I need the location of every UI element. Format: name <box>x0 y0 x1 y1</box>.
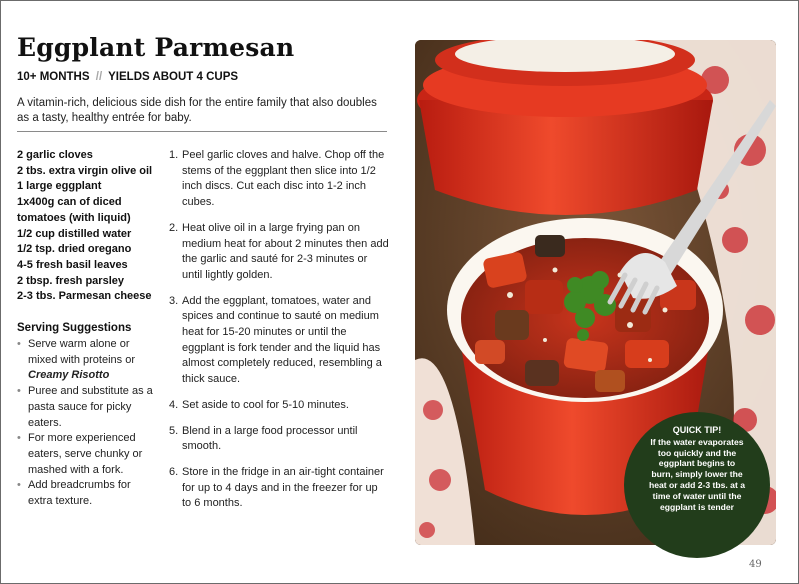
tip-line: burn, simply lower the <box>651 469 743 480</box>
step-line: Add the eggplant, tomatoes, water and <box>182 294 371 307</box>
step-line: Store in the fridge in an air-tight container <box>182 465 384 478</box>
instructions-list <box>169 148 389 512</box>
ingredient-item: 2 garlic cloves <box>17 149 93 161</box>
step-number: 3. <box>169 294 179 307</box>
ingredient-item: 1 large eggplant <box>17 180 102 193</box>
suggestion-line: Serve warm alone or <box>28 338 130 350</box>
step-number: 6. <box>169 465 179 478</box>
step-gap <box>169 455 389 465</box>
step-line: for up to 4 days and in the freezer for up <box>182 481 378 494</box>
serving-suggestions-heading: Serving Suggestions <box>17 322 132 334</box>
tip-line: too quickly and the <box>657 447 737 458</box>
recipe-title: Eggplant Parmesan <box>17 33 295 62</box>
suggestion-line: mixed with proteins or <box>28 353 135 366</box>
ingredient-item: 2-3 tbs. Parmesan cheese <box>17 290 152 303</box>
step-number: 4. <box>169 398 179 411</box>
step-line: to 6 months. <box>182 497 243 510</box>
suggestion-line: extra texture. <box>28 495 93 508</box>
step-line: heat for 15-20 minutes or until the <box>182 326 347 339</box>
step-number: 5. <box>169 424 179 437</box>
instruction-step <box>169 424 389 455</box>
step-line: Blend in a large food processor until <box>182 424 358 437</box>
serving-suggestions-list <box>17 337 162 510</box>
creamy-risotto-reference: Creamy Risotto <box>28 369 110 382</box>
step-number: 1. <box>169 149 179 161</box>
bullet-icon: • <box>17 479 21 492</box>
serving-suggestion-item <box>17 478 162 509</box>
bullet-icon: • <box>17 385 21 398</box>
step-line: eggplant is fork tender and the liquid has <box>182 341 381 354</box>
ingredient-item: 1/2 tsp. dried oregano <box>17 243 132 256</box>
step-line: thick sauce. <box>182 373 241 386</box>
step-line: cubes. <box>182 196 215 209</box>
tip-line: eggplant begins to <box>658 458 736 469</box>
recipe-subtitle <box>17 71 238 83</box>
instruction-step <box>169 221 389 284</box>
suggestion-line: eaters, serve chunky or <box>28 447 143 460</box>
suggestion-line: For more experienced <box>28 432 136 445</box>
step-line: smooth. <box>182 440 222 453</box>
bullet-icon: • <box>17 432 21 445</box>
page-number: 49 <box>749 559 762 570</box>
step-line: medium heat for about 2 minutes then add <box>182 237 389 250</box>
step-line: almost completely reduced, resembling a <box>182 357 382 370</box>
ingredient-item: 1/2 cup distilled water <box>17 227 132 240</box>
step-gap <box>169 388 389 398</box>
serving-suggestion-item <box>17 384 162 431</box>
ingredient-item: 1x400g can of diced <box>17 196 122 209</box>
tip-line: heat or add 2-3 tbs. at a <box>649 479 745 490</box>
ingredient-item: 2 tbsp. fresh parsley <box>17 274 124 287</box>
age-range: 10+ MONTHS <box>17 71 90 83</box>
quick-tip-title: QUICK TIP! <box>672 425 722 435</box>
step-gap <box>169 284 389 294</box>
suggestion-line: Puree and substitute as a <box>28 385 153 398</box>
suggestion-line: mashed with a fork. <box>28 463 124 476</box>
ingredient-item: tomatoes (with liquid) <box>17 211 131 224</box>
suggestion-line: Add breadcrumbs for <box>28 479 131 492</box>
instruction-step <box>169 148 389 211</box>
serving-suggestion-item <box>17 431 162 478</box>
divider-rule <box>17 131 387 132</box>
step-gap <box>169 211 389 221</box>
step-line: Set aside to cool for 5-10 minutes. <box>182 398 349 411</box>
recipe-intro: A vitamin-rich, delicious side dish for the entire family that also doubles as a tasty, healthy entrée for baby. <box>17 97 377 124</box>
recipe-yield: YIELDS ABOUT 4 CUPS <box>108 71 239 83</box>
instruction-step <box>169 398 389 414</box>
ingredients-list <box>17 148 167 305</box>
step-line: Peel garlic cloves and halve. Chop off the <box>182 149 385 161</box>
bullet-icon: • <box>17 338 21 350</box>
stacked-red-bowls <box>417 40 713 215</box>
tip-line: If the water evaporates <box>650 436 744 447</box>
step-gap <box>169 414 389 424</box>
step-line: Heat olive oil in a large frying pan on <box>182 221 360 234</box>
serving-suggestion-item <box>17 337 162 384</box>
step-line: spices and continue to sauté on medium <box>182 310 379 323</box>
step-line: inch discs. Cut each disc into 1-2 inch <box>182 180 367 193</box>
step-line: stems of the eggplant then slice into 1/2 <box>182 164 376 177</box>
tip-line: eggplant is tender <box>659 501 734 512</box>
instruction-step <box>169 465 389 512</box>
tip-line: time of water until the <box>652 490 742 501</box>
suggestion-line: eaters. <box>28 416 62 429</box>
step-line: until lightly golden. <box>182 268 273 281</box>
subtitle-separator: // <box>95 71 103 83</box>
instruction-step <box>169 294 389 388</box>
quick-tip-badge <box>624 412 770 558</box>
ingredient-item: 2 tbs. extra virgin olive oil <box>17 164 153 177</box>
ingredient-item: 4-5 fresh basil leaves <box>17 258 128 271</box>
step-number: 2. <box>169 221 179 234</box>
step-line: the garlic and sauté for 2-3 minutes or <box>182 253 368 266</box>
suggestion-line: pasta sauce for picky <box>28 400 132 413</box>
